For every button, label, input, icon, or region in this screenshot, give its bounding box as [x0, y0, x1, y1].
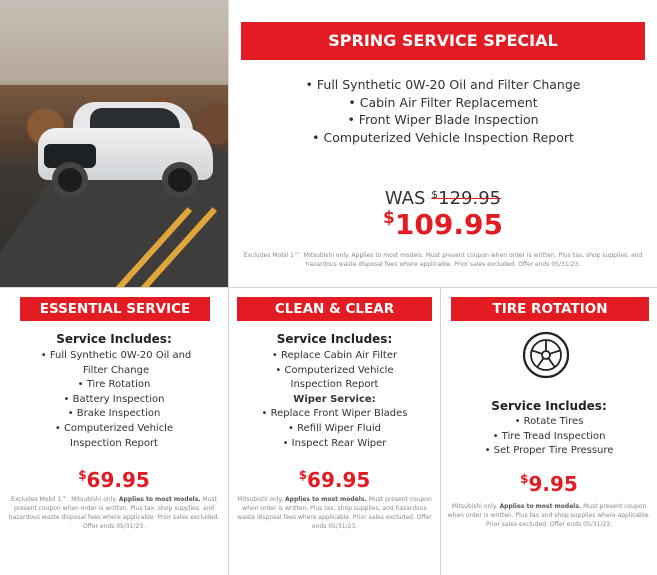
- price: $69.95: [78, 468, 150, 492]
- list-item: • Inspect Rear Wiper: [229, 437, 440, 452]
- service-includes-heading: Service Includes:: [56, 332, 172, 346]
- list-item: • Brake Inspection: [0, 407, 228, 422]
- clean-clear-list: [229, 349, 440, 451]
- tire-rotation-list: [441, 415, 657, 459]
- tire-rotation-coupon: [441, 288, 657, 575]
- list-item: • Tire Tread Inspection: [441, 430, 657, 445]
- price: $69.95: [298, 468, 371, 492]
- clean-clear-banner: CLEAN & CLEAR: [237, 297, 432, 321]
- list-item: • Replace Cabin Air Filter: [229, 349, 440, 364]
- spring-special-list: [229, 76, 657, 146]
- list-item: • Rotate Tires: [441, 415, 657, 430]
- disclaimer: Mitsubishi only. Applies to most models. Must present coupon when order is written. Plus tax, shop supplies, and hazardous waste disposal fees where applicable. Prior sales excluded. Offer ends 05/31/23.: [237, 496, 432, 530]
- original-price: $129.95: [431, 188, 502, 209]
- list-item: • Front Wiper Blade Inspection: [229, 111, 657, 129]
- list-item: • Tire Rotation: [0, 378, 228, 393]
- vehicle-photo: [0, 0, 228, 287]
- tire-icon: [521, 330, 571, 380]
- service-includes-heading: Service Includes:: [276, 332, 393, 346]
- was-price: WAS $129.95: [384, 188, 502, 209]
- list-item: • Computerized Vehicle Inspection Report: [229, 364, 440, 393]
- list-item: • Computerized Vehicle Inspection Report: [0, 422, 228, 451]
- spring-special-banner: SPRING SERVICE SPECIAL: [241, 22, 645, 60]
- list-item: • Computerized Vehicle Inspection Report: [229, 129, 657, 147]
- list-item: • Refill Wiper Fluid: [229, 422, 440, 437]
- wiper-service-heading: Wiper Service:: [293, 393, 376, 405]
- disclaimer: Excludes Mobil 1™. Mitsubishi only. Applies to most models. Must present coupon when order is written. Plus tax, shop supplies, and hazardous waste disposal fees where applicable. Prior sales excluded. Offer ends 05/31/23.: [243, 252, 643, 268]
- essential-service-coupon: [0, 288, 228, 575]
- list-item: • Full Synthetic 0W-20 Oil and Filter Change: [229, 76, 657, 94]
- suv-image: [38, 100, 213, 200]
- list-item: • Cabin Air Filter Replacement: [229, 94, 657, 112]
- service-includes-heading: Service Includes:: [491, 399, 607, 413]
- price: $9.95: [520, 472, 578, 496]
- spring-special-coupon: [229, 0, 657, 287]
- clean-clear-coupon: [229, 288, 440, 575]
- list-item: • Set Proper Tire Pressure: [441, 444, 657, 459]
- essential-service-banner: ESSENTIAL SERVICE: [20, 297, 210, 321]
- essential-service-list: [0, 349, 228, 451]
- disclaimer: Mitsubishi only. Applies to most models. Must present coupon when order is written. Plus tax and shop supplies where applicable. Prior sales excluded. Offer ends 05/31/23.: [447, 503, 651, 528]
- sale-price: $109.95: [383, 208, 503, 241]
- list-item: • Battery Inspection: [0, 393, 228, 408]
- list-item: • Replace Front Wiper Blades: [229, 407, 440, 422]
- tire-rotation-banner: TIRE ROTATION: [451, 297, 649, 321]
- list-item: • Full Synthetic 0W-20 Oil and Filter Change: [0, 349, 228, 378]
- disclaimer: Excludes Mobil 1™. Mitsubishi only. Applies to most models. Must present coupon when order is written. Plus tax, shop supplies, and hazardous waste disposal fees where applicable. Prior sales excluded. Offer ends 05/31/23.: [8, 496, 220, 530]
